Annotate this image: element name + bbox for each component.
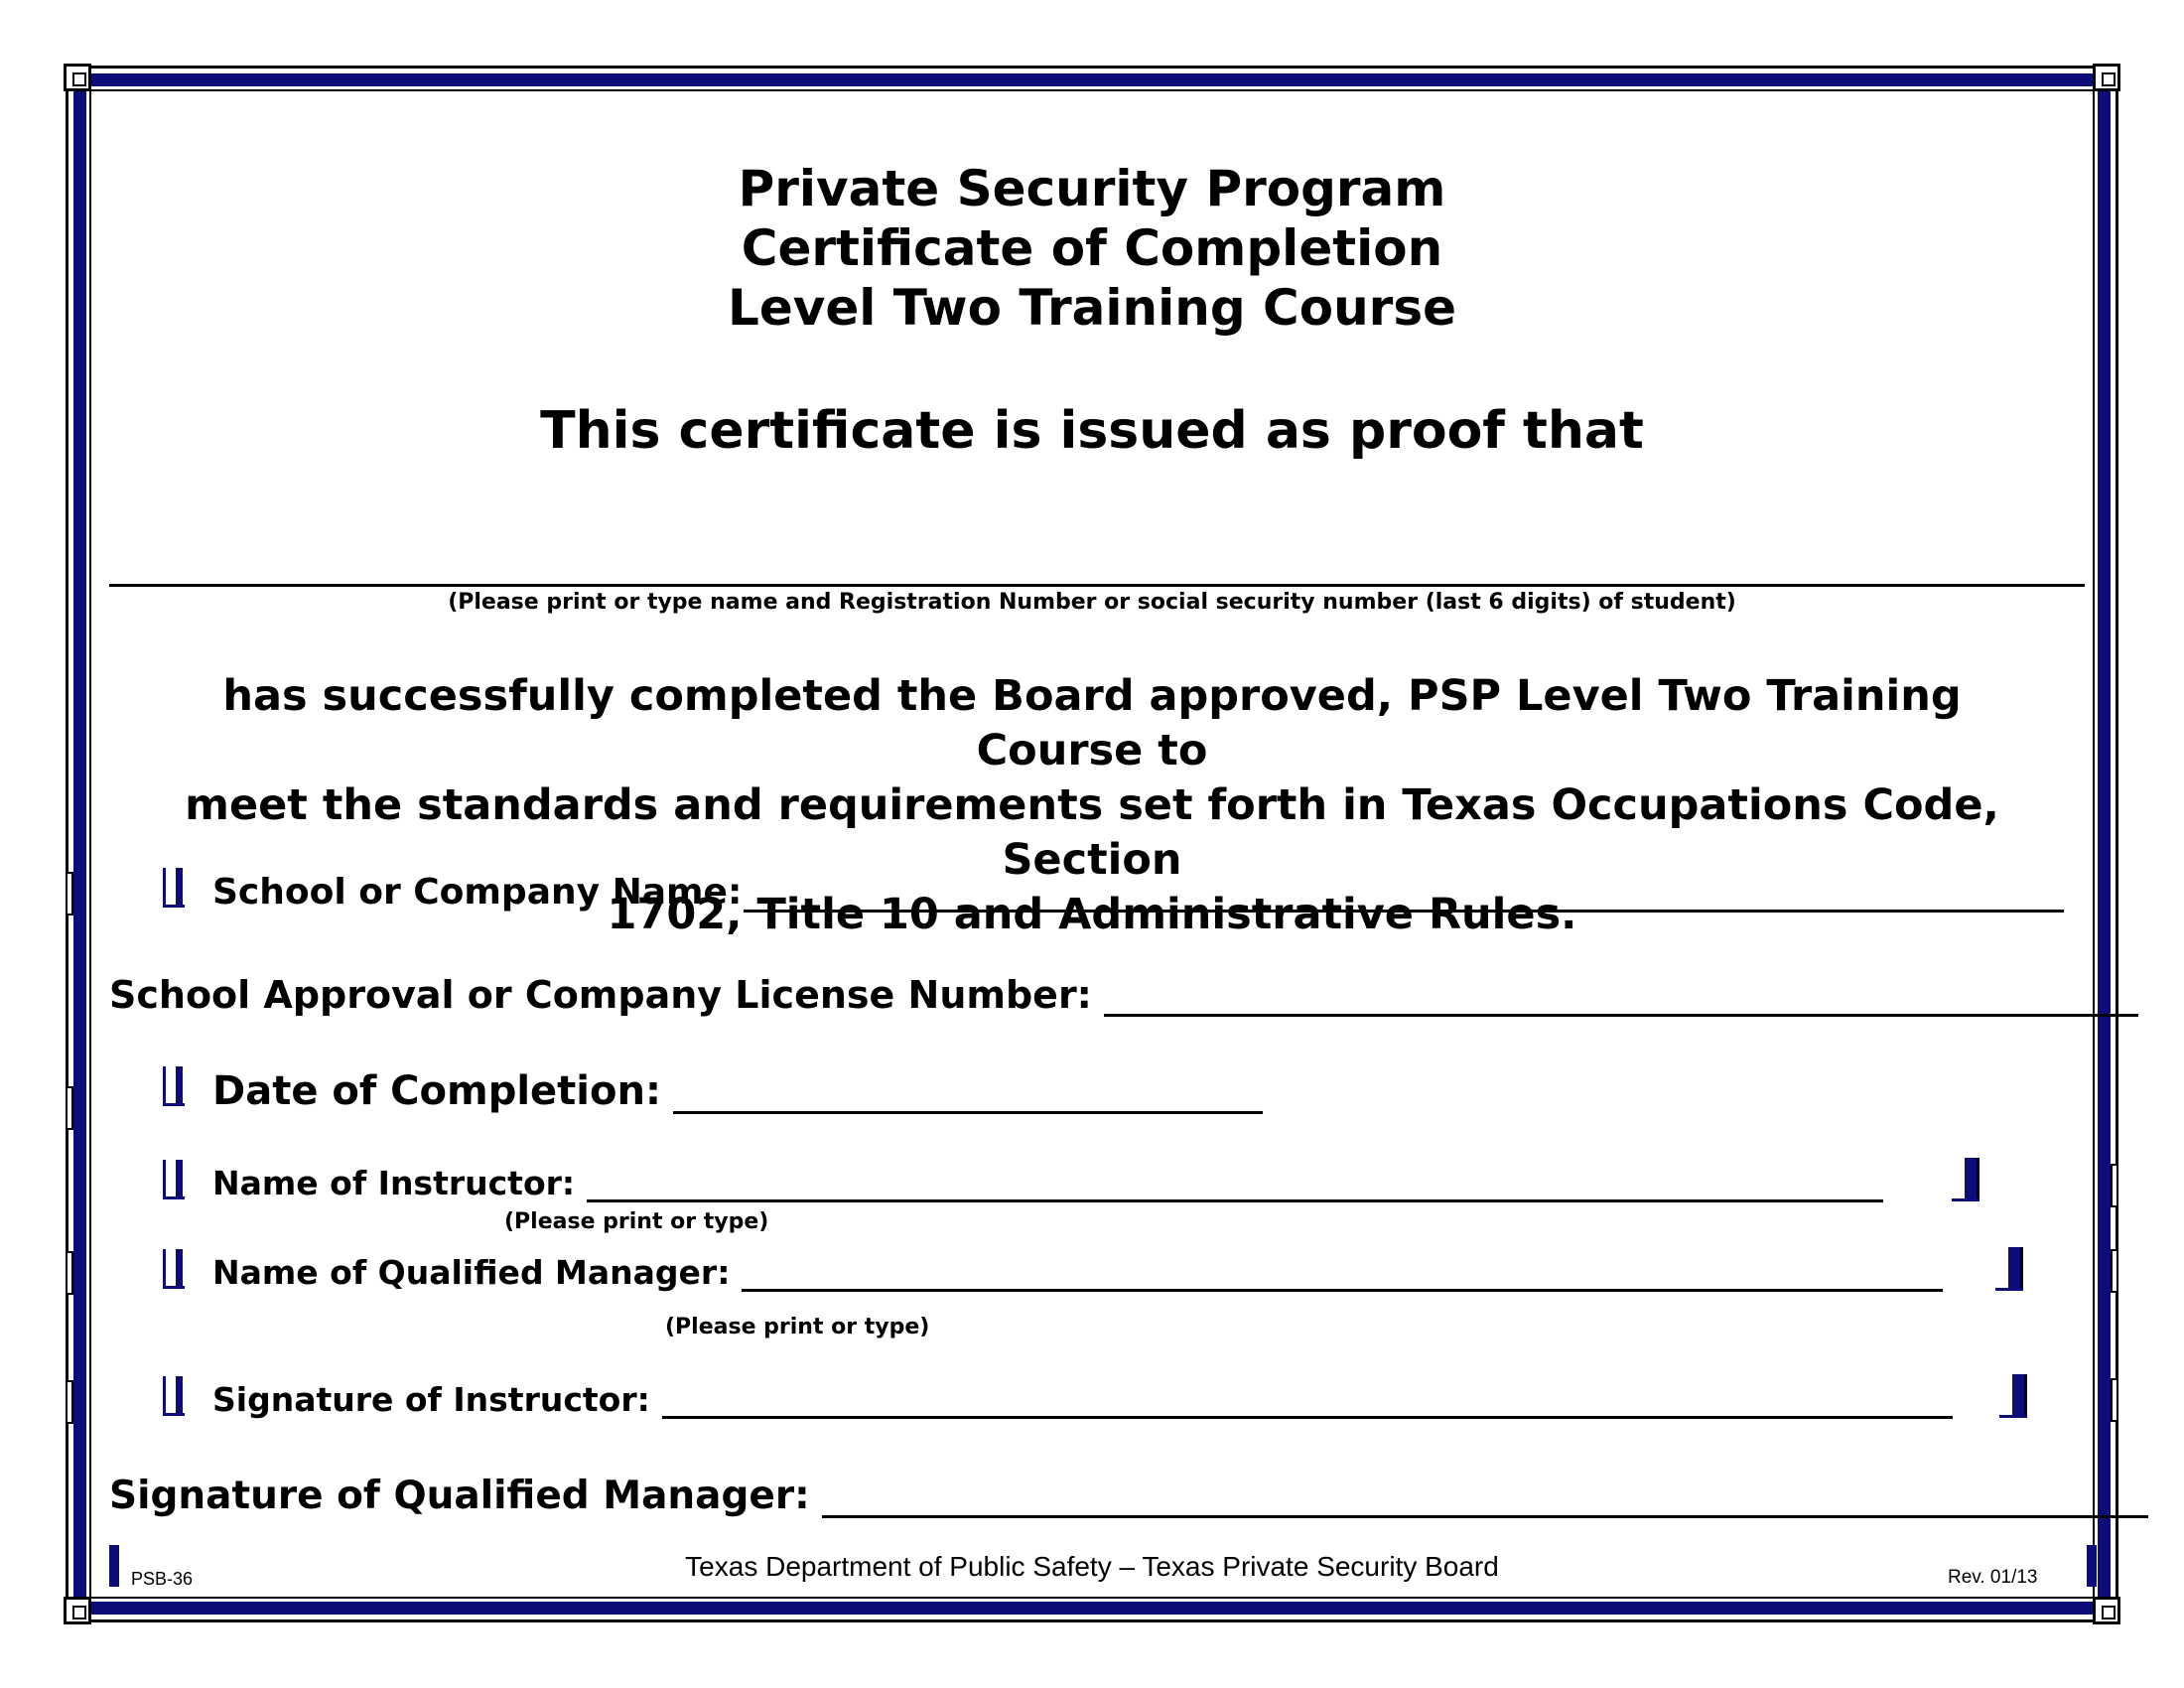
instructor-signature-label: Signature of Instructor: — [212, 1380, 650, 1419]
title-line-course: Level Two Training Course — [727, 279, 1457, 337]
corner-ornament-top-left — [64, 64, 91, 91]
license-number-input[interactable] — [1104, 980, 2138, 1017]
instructor-name-hint: (Please print or type) — [504, 1209, 769, 1234]
license-number-label: School Approval or Company License Number: — [109, 973, 1092, 1017]
instructor-signature-field — [212, 1380, 1953, 1419]
corner-ornament-bottom-right — [2093, 1597, 2120, 1624]
manager-signature-input[interactable] — [822, 1481, 2148, 1518]
corner-ornament-bottom-left — [64, 1597, 91, 1624]
manager-signature-label: Signature of Qualified Manager: — [109, 1474, 810, 1518]
side-notch-right — [2111, 1378, 2118, 1422]
form-id: PSB-36 — [131, 1569, 194, 1589]
side-notch-left — [66, 1380, 73, 1424]
title-line-program: Private Security Program — [738, 160, 1446, 217]
instructor-signature-input[interactable] — [662, 1382, 1953, 1419]
manager-name-label: Name of Qualified Manager: — [212, 1253, 731, 1292]
bracket-mark — [163, 1376, 185, 1416]
side-notch-right — [2111, 1249, 2118, 1293]
bracket-mark-right — [1995, 1247, 2023, 1291]
license-number-field — [109, 973, 2138, 1017]
bracket-mark-right — [1999, 1374, 2027, 1418]
bracket-mark — [163, 1066, 185, 1106]
manager-name-input[interactable] — [742, 1255, 1943, 1292]
student-name-hint: (Please print or type name and Registration Number or social security number (last 6 digits) of student) — [448, 590, 1736, 615]
completion-line: meet the standards and requirements set forth in Texas Occupations Code, Section — [185, 780, 1999, 885]
school-name-label: School or Company Name: — [212, 872, 743, 913]
completion-line: has successfully completed the Board approved, PSP Level Two Training Course to — [222, 671, 1962, 775]
bracket-mark-right — [1952, 1158, 1979, 1201]
side-notch-left — [66, 1086, 73, 1130]
bracket-mark — [163, 1160, 185, 1199]
proof-statement: This certificate is issued as proof that — [540, 401, 1644, 461]
agency-name: Texas Department of Public Safety – Texas Private Security Board — [685, 1551, 1499, 1582]
title-line-certificate: Certificate of Completion — [741, 219, 1443, 277]
school-name-input[interactable] — [744, 876, 2064, 913]
manager-signature-field — [109, 1474, 2148, 1518]
completion-date-field — [212, 1068, 1263, 1114]
side-notch-right — [2111, 1164, 2118, 1207]
manager-name-hint: (Please print or type) — [665, 1315, 930, 1339]
instructor-name-field — [212, 1164, 1883, 1202]
bracket-mark — [163, 1249, 185, 1289]
side-notch-left — [66, 1251, 73, 1295]
school-name-field — [212, 872, 2064, 913]
bracket-mark — [163, 868, 185, 908]
completion-line: 1702, Title 10 and Administrative Rules. — [607, 890, 1577, 939]
manager-name-field — [212, 1253, 1943, 1292]
student-name-line[interactable] — [109, 584, 2085, 587]
corner-ornament-top-right — [2093, 64, 2120, 91]
completion-date-input[interactable] — [673, 1077, 1263, 1114]
completion-date-label: Date of Completion: — [212, 1068, 661, 1114]
instructor-name-input[interactable] — [587, 1166, 1883, 1202]
revision-date: Rev. 01/13 — [1948, 1567, 2038, 1588]
side-notch-left — [66, 872, 73, 915]
certificate-title — [0, 159, 2184, 338]
instructor-name-label: Name of Instructor: — [212, 1164, 576, 1202]
